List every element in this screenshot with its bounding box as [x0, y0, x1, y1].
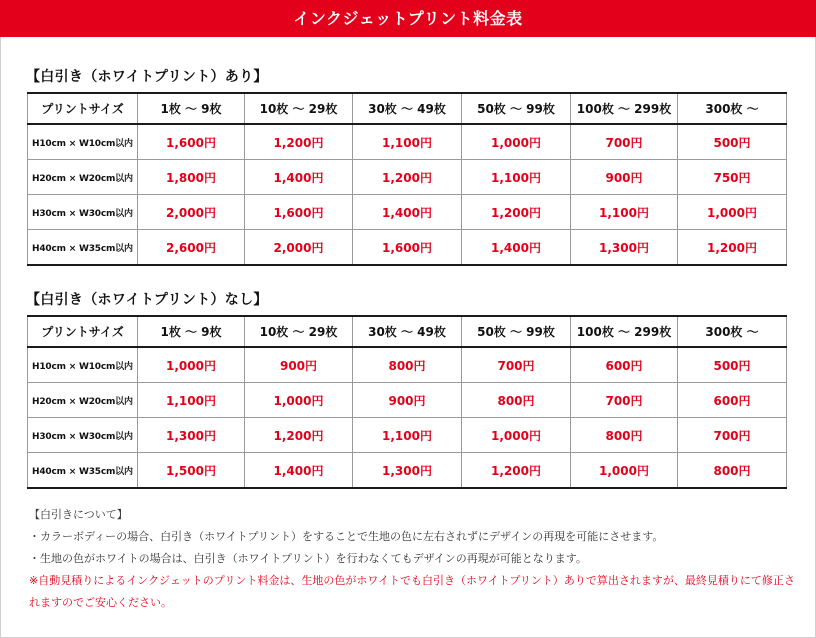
column-header: 1枚 〜 9枚: [138, 316, 245, 347]
size-cell: H20cm × W20cm以内: [28, 160, 138, 195]
price-cell: 700円: [462, 347, 571, 383]
table-row: [28, 347, 787, 383]
price-cell: 1,100円: [462, 160, 571, 195]
price-cell: 1,400円: [245, 160, 353, 195]
price-cell: 1,200円: [245, 418, 353, 453]
table-row: [28, 453, 787, 489]
size-cell: H10cm × W10cm以内: [28, 124, 138, 160]
price-cell: 1,200円: [678, 230, 787, 266]
price-cell: 1,600円: [138, 124, 245, 160]
price-cell: 700円: [571, 383, 678, 418]
price-cell: 700円: [678, 418, 787, 453]
column-header: 300枚 〜: [678, 93, 787, 124]
notes-line: ・カラーボディーの場合、白引き（ホワイトプリント）をすることで生地の色に左右されずにデザインの再現を可能にさせます。: [29, 530, 664, 543]
table-header-row: [28, 93, 787, 124]
table-row: [28, 160, 787, 195]
price-cell: 1,000円: [245, 383, 353, 418]
price-cell: 1,500円: [138, 453, 245, 489]
price-table-with-white: [27, 92, 787, 266]
price-cell: 2,600円: [138, 230, 245, 266]
price-cell: 800円: [678, 453, 787, 489]
price-cell: 1,400円: [353, 195, 462, 230]
price-cell: 1,300円: [353, 453, 462, 489]
price-cell: 1,200円: [353, 160, 462, 195]
size-cell: H10cm × W10cm以内: [28, 347, 138, 383]
price-cell: 900円: [245, 347, 353, 383]
size-cell: H40cm × W35cm以内: [28, 230, 138, 266]
price-cell: 900円: [353, 383, 462, 418]
price-cell: 700円: [571, 124, 678, 160]
table-row: [28, 230, 787, 266]
price-cell: 500円: [678, 124, 787, 160]
size-cell: H40cm × W35cm以内: [28, 453, 138, 489]
price-cell: 1,000円: [138, 347, 245, 383]
column-header: 30枚 〜 49枚: [353, 93, 462, 124]
price-cell: 1,000円: [462, 418, 571, 453]
price-cell: 2,000円: [138, 195, 245, 230]
price-cell: 1,600円: [245, 195, 353, 230]
price-cell: 1,300円: [138, 418, 245, 453]
price-cell: 1,100円: [571, 195, 678, 230]
table-row: [28, 195, 787, 230]
table-row: [28, 124, 787, 160]
price-cell: 600円: [678, 383, 787, 418]
size-cell: H30cm × W30cm以内: [28, 195, 138, 230]
column-header: 10枚 〜 29枚: [245, 93, 353, 124]
size-cell: H30cm × W30cm以内: [28, 418, 138, 453]
price-cell: 600円: [571, 347, 678, 383]
price-cell: 900円: [571, 160, 678, 195]
column-header: 300枚 〜: [678, 316, 787, 347]
price-cell: 1,000円: [462, 124, 571, 160]
table-header-row: [28, 316, 787, 347]
column-header: 10枚 〜 29枚: [245, 316, 353, 347]
notes-line: ・生地の色がホワイトの場合は、白引き（ホワイトプリント）を行わなくてもデザインの再現が可能となります。: [29, 552, 587, 565]
column-header: 100枚 〜 299枚: [571, 93, 678, 124]
price-cell: 1,100円: [353, 124, 462, 160]
column-header: 100枚 〜 299枚: [571, 316, 678, 347]
price-cell: 2,000円: [245, 230, 353, 266]
column-header: 1枚 〜 9枚: [138, 93, 245, 124]
price-cell: 800円: [353, 347, 462, 383]
price-cell: 1,400円: [245, 453, 353, 489]
table-row: [28, 418, 787, 453]
price-cell: 1,600円: [353, 230, 462, 266]
price-cell: 1,100円: [353, 418, 462, 453]
size-cell: H20cm × W20cm以内: [28, 383, 138, 418]
price-cell: 1,300円: [571, 230, 678, 266]
price-cell: 1,200円: [462, 453, 571, 489]
price-cell: 1,400円: [462, 230, 571, 266]
price-cell: 1,800円: [138, 160, 245, 195]
price-table-without-white: [27, 315, 787, 489]
page-title: インクジェットプリント料金表: [0, 0, 816, 37]
price-cell: 1,000円: [678, 195, 787, 230]
price-cell: 800円: [571, 418, 678, 453]
column-header: プリントサイズ: [28, 93, 138, 124]
section-title-with-white: 【白引き（ホワイトプリント）あり】: [26, 69, 268, 85]
table-row: [28, 383, 787, 418]
column-header: 50枚 〜 99枚: [462, 316, 571, 347]
notes-heading: 【白引きについて】: [29, 508, 128, 521]
price-cell: 1,100円: [138, 383, 245, 418]
price-cell: 1,000円: [571, 453, 678, 489]
price-cell: 1,200円: [245, 124, 353, 160]
column-header: 50枚 〜 99枚: [462, 93, 571, 124]
price-cell: 500円: [678, 347, 787, 383]
section-title-without-white: 【白引き（ホワイトプリント）なし】: [26, 292, 268, 308]
price-cell: 750円: [678, 160, 787, 195]
column-header: プリントサイズ: [28, 316, 138, 347]
column-header: 30枚 〜 49枚: [353, 316, 462, 347]
price-cell: 800円: [462, 383, 571, 418]
notes-block: [29, 504, 799, 614]
notes-warning: ※自動見積りによるインクジェットのプリント料金は、生地の色がホワイトでも白引き（ホワイトプリント）ありで算出されますが、最終見積りにて修正されますのでご安心ください。: [29, 574, 795, 609]
price-cell: 1,200円: [462, 195, 571, 230]
